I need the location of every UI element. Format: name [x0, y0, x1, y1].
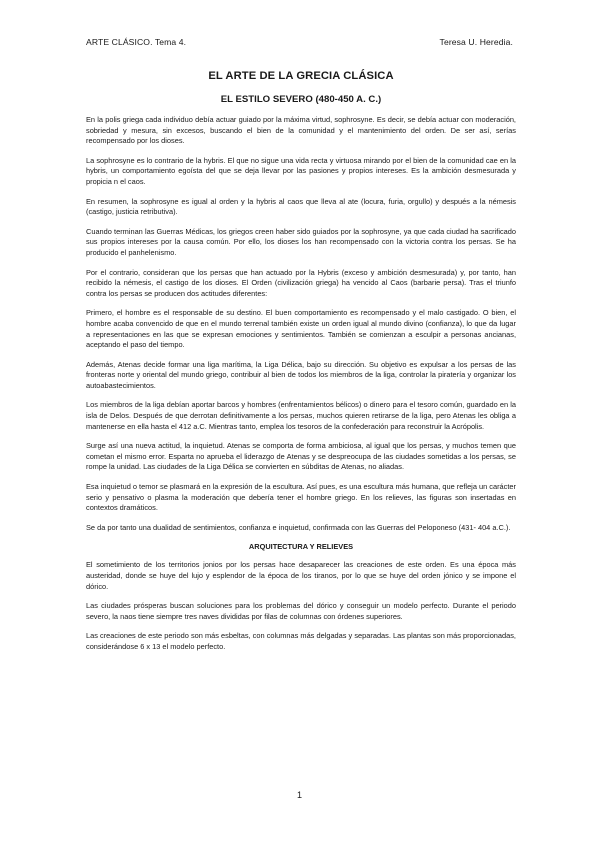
paragraph: El sometimiento de los territorios jonios por los persas hace desaparecer las creaciones de este orden. Es una época más austeridad, donde se huye del lujo y esplendor de la época de los tiranos, por lo que se huye del orden jónico y se impone el dórico. — [86, 560, 516, 591]
paragraph: La sophrosyne es lo contrario de la hybris. El que no sigue una vida recta y virtuosa mirando por el bien de la comunidad cae en la hybris, un comportamiento egoísta del que se deja llevar por las pasiones y propios intereses. Es la ambición desmesurada y propicia n el caos. — [86, 155, 516, 186]
header-course: ARTE CLÁSICO. Tema 4. — [86, 37, 187, 47]
paragraph: En resumen, la sophrosyne es igual al orden y la hybris al caos que lleva al ate (locura, furia, orgullo) y después a la némesis (castigo, justicia retributiva). — [86, 196, 516, 217]
paragraph: Además, Atenas decide formar una liga marítima, la Liga Délica, bajo su dirección. Su objetivo es expulsar a los persas de las fronteras norte y oriental del mundo griego, contribuir al bien de todos los miembros de la liga, controlar la piratería y organizar los autoabastecimientos. — [86, 359, 516, 390]
page-number: 1 — [296, 790, 302, 800]
page-header — [86, 37, 513, 47]
document-subtitle: EL ESTILO SEVERO (480-450 A. C.) — [220, 94, 382, 105]
paragraph: Primero, el hombre es el responsable de su destino. El buen comportamiento es recompensado y el malo castigado. O bien, el hombre acaba convencido de que en el mundo terrenal también existe un orden igual al mundo divino (confianza), lo que da lugar a representaciones en las que se expresan emociones y sentimientos. También se comienzan a esculpir a personas ancianas, aceptando el paso del tiempo. — [86, 308, 516, 350]
paragraph: Surge así una nueva actitud, la inquietud. Atenas se comporta de forma ambiciosa, al igual que los persas, y muchos temen que cometan el mismo error. Esparta no aprueba el liderazgo de Atenas y se despreocupa de las ciudades sometidas a los persas, se rompe la unidad. Las ciudades de la Liga Délica se convierten en súbditas de Atenas, no aliadas. — [86, 441, 516, 472]
document-title: EL ARTE DE LA GRECIA CLÁSICA — [208, 70, 394, 82]
paragraph: Los miembros de la liga debían aportar barcos y hombres (enfrentamientos bélicos) o dinero para el tesoro común, guardado en la isla de Delos. Después de que derrotan definitivamente a los persas, muchos quieren retirarse de la liga, pero Atenas les obliga a mantenerse en ella hasta el 412 a.C. Mientras tanto, emplea los tesoros de la confederación para reconstruir la Acrópolis. — [86, 400, 516, 431]
header-author: Teresa U. Heredia. — [439, 37, 513, 47]
paragraph: En la polis griega cada individuo debía actuar guiado por la máxima virtud, sophrosyne. Es decir, se debía actuar con moderación, sobriedad y mesura, sin excesos, buscando el bien de la comunidad y el mantenimiento del orden. De ser así, serías recompensado por los dioses. — [86, 115, 516, 146]
paragraph: Esa inquietud o temor se plasmará en la expresión de la escultura. Así pues, es una escultura más humana, que refleja un carácter serio y pensativo o plasma la moderación que debería tener el hombre griego. En los relieves, las figuras son insertadas en contextos dramáticos. — [86, 482, 516, 513]
section-heading: ARQUITECTURA Y RELIEVES — [248, 542, 354, 552]
paragraph: Por el contrario, consideran que los persas que han actuado por la Hybris (exceso y ambición desmesurada) y, por tanto, han recibido la némesis, el castigo de los dioses. El Orden (civilización griega) ha vencido al Caos (barbarie persa). Tras el triunfo contra los persas se producen dos actitudes diferentes: — [86, 267, 516, 298]
paragraph: Las ciudades prósperas buscan soluciones para los problemas del dórico y conseguir un modelo perfecto. Durante el periodo severo, la naos tiene siempre tres naves divididas por filas de columnas con órdenes superiores. — [86, 601, 516, 621]
paragraph: Las creaciones de este periodo son más esbeltas, con columnas más delgadas y separadas. Las plantas son más proporcionadas, considerándose 6 x 13 el modelo perfecto. — [86, 631, 516, 651]
document-body — [86, 70, 516, 662]
paragraph: Se da por tanto una dualidad de sentimientos, confianza e inquietud, confirmada con las Guerras del Peloponeso (431- 404 a.C.). — [86, 522, 511, 532]
paragraph: Cuando terminan las Guerras Médicas, los griegos creen haber sido guiados por la sophrosyne, ya que cada ciudad ha sacrificado sus propios intereses por la causa común. Por ello, los dioses los han recompensado con la victoria contra los persas. Se ha producido el panhelenismo. — [86, 226, 516, 257]
